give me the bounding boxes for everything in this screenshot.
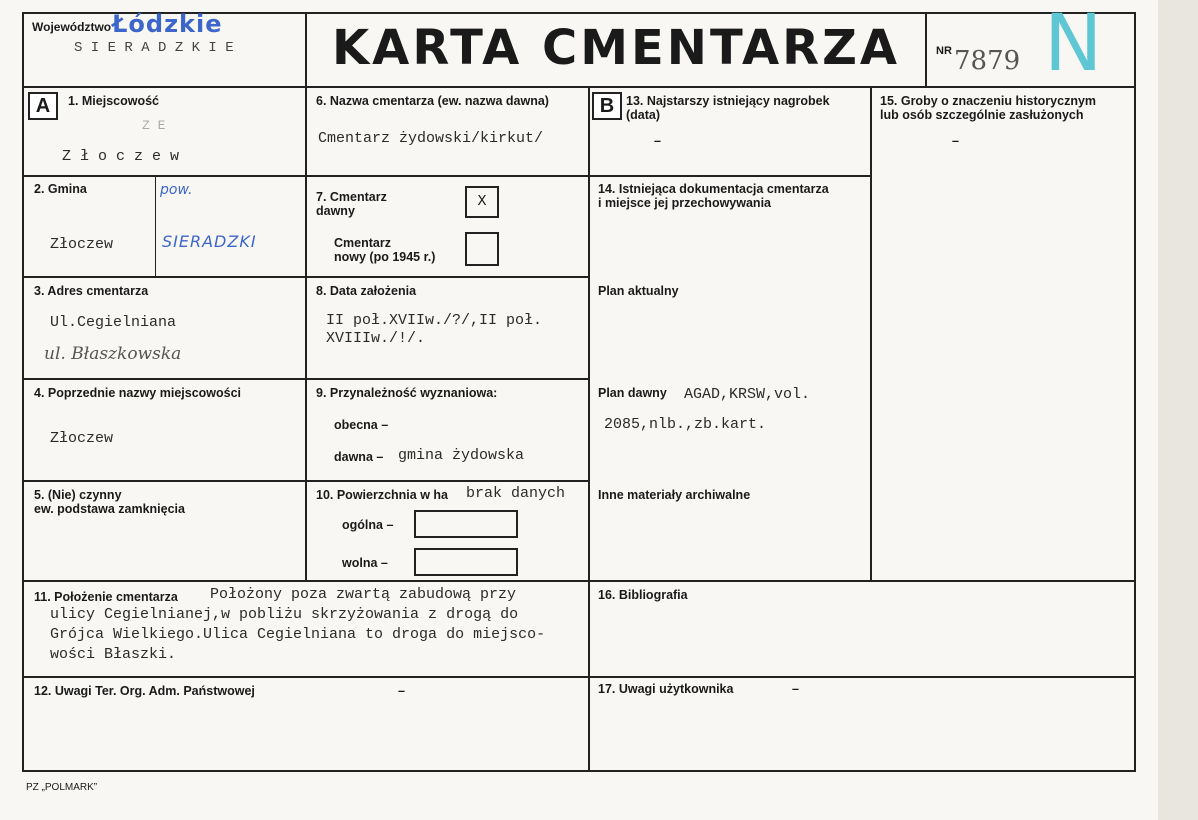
- f11-label: 11. Położenie cmentarza: [34, 590, 178, 604]
- f3-hand: ul. Błaszkowska: [44, 344, 182, 364]
- f9-label: 9. Przynależność wyznaniowa:: [316, 386, 498, 400]
- f2-label: 2. Gmina: [34, 182, 87, 196]
- f7-label-old: 7. Cmentarz dawny: [316, 190, 387, 218]
- section-a-marker: A: [28, 92, 58, 120]
- f15-value: –: [952, 134, 959, 148]
- nr-label: NR: [936, 45, 952, 57]
- f13-value: –: [654, 134, 661, 148]
- f11-line-3: Grójca Wielkiego.Ulica Cegielniana to droga do miejsco-: [50, 626, 546, 643]
- plan-dawny-value-1: AGAD,KRSW,vol.: [684, 386, 811, 403]
- f16-label: 16. Bibliografia: [598, 588, 688, 602]
- section-b-marker: B: [592, 92, 622, 120]
- row-line: [22, 676, 1136, 678]
- f11-line-4: wości Błaszki.: [50, 646, 177, 663]
- f14-label: 14. Istniejąca dokumentacja cmentarza i miejsce jej przechowywania: [598, 182, 829, 210]
- f1-faint: Z E: [142, 118, 166, 133]
- row-line: [22, 276, 588, 278]
- f8-label: 8. Data założenia: [316, 284, 417, 298]
- f2-hand-top: pow.: [160, 182, 193, 198]
- f15-label: 15. Groby o znaczeniu historycznym lub osób szczególnie zasłużonych: [880, 94, 1097, 122]
- stamp-letter: N: [1044, 0, 1103, 89]
- page-title: KARTA CMENTARZA: [331, 20, 901, 76]
- col-divider-1: [305, 86, 307, 582]
- f6-label: 6. Nazwa cmentarza (ew. nazwa dawna): [316, 94, 549, 108]
- f11-line-1: Położony poza zwartą zabudową przy: [210, 586, 517, 603]
- f17-label: 17. Uwagi użytkownika: [598, 682, 734, 696]
- wojewodztwo-sub: S I E R A D Z K I E: [74, 40, 234, 56]
- wojewodztwo-label: Województwo: [32, 20, 112, 34]
- plan-aktualny-label: Plan aktualny: [598, 284, 679, 298]
- f1-value: Z ł o c z e w: [62, 148, 180, 165]
- f3-value: Ul.Cegielniana: [50, 314, 177, 331]
- row-line: [22, 480, 588, 482]
- f9-dawna-label: dawna –: [334, 450, 384, 464]
- f3-label: 3. Adres cmentarza: [34, 284, 149, 298]
- row-line: [22, 580, 1136, 582]
- header-divider: [22, 86, 1136, 88]
- f17-value: –: [792, 682, 799, 696]
- f7-label-new: Cmentarz nowy (po 1945 r.): [334, 236, 436, 264]
- gmina-divider: [155, 176, 156, 276]
- f12-label: 12. Uwagi Ter. Org. Adm. Państwowej: [34, 684, 255, 698]
- f9-obecna-label: obecna –: [334, 418, 389, 432]
- f8-value-1: II poł.XVIIw./?/,II poł.: [326, 312, 543, 329]
- f10-ogolna-box[interactable]: [414, 510, 518, 538]
- f6-value: Cmentarz żydowski/kirkut/: [318, 130, 544, 147]
- f10-label: 10. Powierzchnia w ha: [316, 488, 448, 502]
- f1-label: 1. Miejscowość: [68, 94, 160, 108]
- f5-label: 5. (Nie) czynny ew. podstawa zamknięcia: [34, 488, 185, 516]
- plan-dawny-label: Plan dawny: [598, 386, 667, 400]
- f11-line-2: ulicy Cegielnianej,w pobliżu skrzyżowania z drogą do: [50, 606, 519, 623]
- plan-dawny-value-2: 2085,nlb.,zb.kart.: [604, 416, 767, 433]
- f9-dawna-value: gmina żydowska: [398, 447, 525, 464]
- f10-wolna-label: wolna –: [342, 556, 388, 570]
- nr-value: 7879: [954, 46, 1021, 76]
- f10-ogolna-label: ogólna –: [342, 518, 394, 532]
- f10-value: brak danych: [466, 485, 566, 502]
- f7-checkbox-old[interactable]: X: [465, 186, 499, 218]
- f10-wolna-box[interactable]: [414, 548, 518, 576]
- col-divider-2: [588, 86, 590, 772]
- row-line: [588, 175, 870, 177]
- f7-checkbox-new[interactable]: [465, 232, 499, 266]
- f4-value: Złoczew: [50, 430, 114, 447]
- f4-label: 4. Poprzednie nazwy miejscowości: [34, 386, 242, 400]
- f12-value: –: [398, 684, 405, 698]
- row-line: [22, 175, 588, 177]
- inne-materialy-label: Inne materiały archiwalne: [598, 488, 751, 502]
- f13-label: 13. Najstarszy istniejący nagrobek (data): [626, 94, 830, 122]
- printer-footer: PZ „POLMARK”: [26, 782, 98, 793]
- f2-hand: SIERADZKI: [162, 232, 257, 251]
- f2-value: Złoczew: [50, 236, 114, 253]
- row-line: [22, 378, 588, 380]
- f8-value-2: XVIIIw./!/.: [326, 330, 426, 347]
- wojewodztwo-value: Łódzkie: [112, 10, 223, 38]
- col-divider-3: [870, 86, 872, 580]
